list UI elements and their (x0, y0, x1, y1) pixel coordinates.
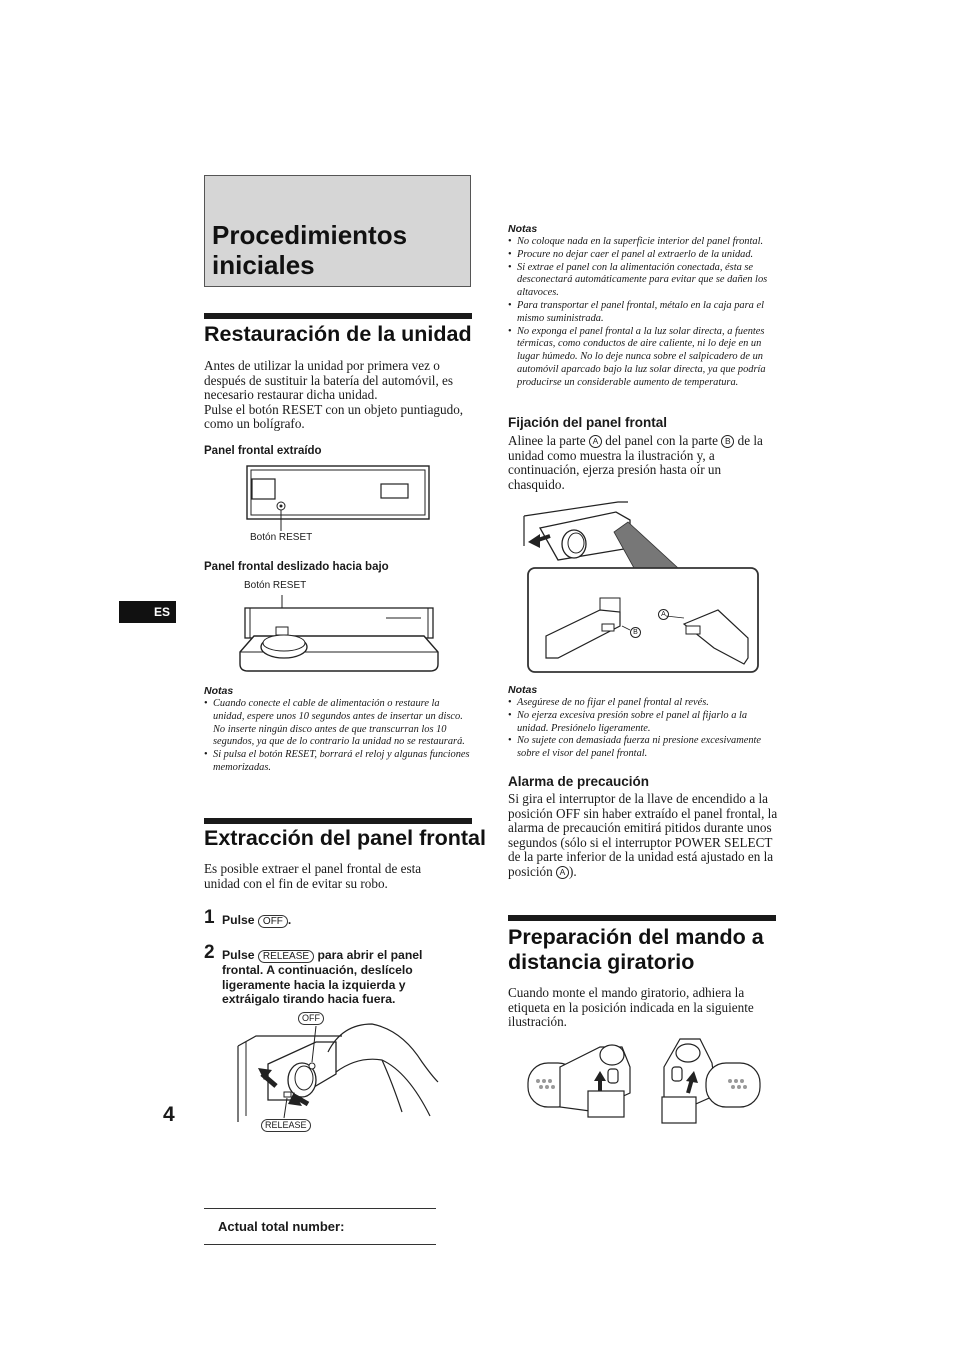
step-2-post: para abrir el panel frontal. A continuación, deslícelo ligeramente hacia la izquierda y extráigalo tirando hacia fuera. (222, 948, 423, 1006)
release-button-label: RELEASE (258, 950, 314, 963)
restauracion-instruction: Pulse el botón RESET con un objeto puntiagudo, como un bolígrafo. (204, 401, 464, 432)
note-item: • Cuando conecte el cable de alimentación o restaure la unidad, espere unos 10 segundos antes de insertar un disco. No inserte ningún disco antes de que transcurran los 10 segundos, ya que de lo contrario la unidad no se restaurará. (204, 698, 472, 749)
note-item: • Si extrae el panel con la alimentación conectada, ésta se desconectará automáticamente para evitar que se dañen los altavoces. (508, 262, 776, 300)
figure-label-release: RELEASE (261, 1119, 311, 1132)
alarma-end: ). (569, 863, 577, 879)
note-item: • No sujete con demasiada fuerza ni presione excesivamente sobre el visor del panel frontal. (508, 735, 776, 761)
section-heading-extraccion: Extracción del panel frontal (204, 826, 486, 850)
alarma-text: Si gira el interruptor de la llave de encendido a la posición OFF sin haber extraído el panel frontal, la alarma de precaución emitirá pitidos durante unos segundos (sólo si el interruptor POWER SELECT de la parte inferior de la unidad está ajustado en la posición (508, 791, 778, 879)
notes-list-3 (508, 697, 776, 761)
page-number: 4 (163, 1103, 175, 1126)
notes-list-1 (204, 698, 472, 775)
note-item: • Si pulsa el botón RESET, borrará el reloj y algunas funciones memorizadas. (204, 749, 472, 775)
fijacion-text-2: del panel con la parte (605, 433, 718, 448)
notes-title-1: Notas (204, 685, 234, 697)
note-item: • No ejerza excesiva presión sobre el panel al fijarlo a la unidad. Presiónelo ligeramente. (508, 710, 776, 736)
section-rule (204, 818, 472, 824)
restauracion-body (204, 359, 469, 432)
step-number-2: 2 (204, 942, 215, 963)
language-tab: ES (119, 601, 176, 623)
figure-fijacion (518, 498, 764, 676)
figure-caption-reset-1: Botón RESET (250, 532, 313, 543)
notes-title-2: Notas (508, 223, 538, 235)
alarma-body (508, 792, 780, 880)
figure-extraccion (232, 1012, 444, 1134)
note-item: • No coloque nada en la superficie interior del panel frontal. (508, 236, 776, 249)
section-heading-restauracion: Restauración de la unidad (204, 322, 472, 346)
notes-title-3: Notas (508, 684, 538, 696)
step-1-text (222, 913, 462, 928)
footer-rule-top (204, 1208, 436, 1209)
chapter-title-box (204, 175, 471, 287)
off-button-label: OFF (258, 915, 288, 928)
chapter-title: Procedimientos iniciales (212, 220, 408, 280)
figure-label-off: OFF (298, 1012, 324, 1025)
step-1-pre: Pulse (222, 913, 255, 927)
figure-marker-a: A (658, 609, 669, 620)
fijacion-text-1: Alinee la parte (508, 433, 586, 448)
step-number-1: 1 (204, 907, 215, 928)
step-1-post: . (287, 913, 292, 927)
step-2-text (222, 948, 464, 1007)
note-item: • Para transportar el panel frontal, métalo en la caja para el mismo suministrada. (508, 300, 776, 326)
part-b-marker: B (721, 435, 734, 448)
figure-caption-reset-2: Botón RESET (244, 580, 307, 591)
position-a-marker: A (556, 866, 569, 879)
part-a-marker: A (589, 435, 602, 448)
extraccion-body: Es posible extraer el panel frontal de esta unidad con el fin de evitar su robo. (204, 861, 422, 891)
notes-list-2 (508, 236, 776, 390)
section-rule (204, 313, 472, 319)
section-rule (508, 915, 776, 921)
step-2-pre: Pulse (222, 948, 255, 962)
figure-mando-giratorio (520, 1033, 768, 1127)
figure-title-deslizado: Panel frontal deslizado hacia bajo (204, 561, 389, 573)
restauracion-paragraph: Antes de utilizar la unidad por primera vez o después de sustituir la batería del automóvil, es necesario restaurar dicha unidad. (204, 358, 454, 403)
footer-label: Actual total number: (218, 1219, 345, 1234)
subheading-fijacion: Fijación del panel frontal (508, 415, 668, 430)
figure-marker-b: B (630, 627, 641, 638)
note-item: • Asegúrese de no fijar el panel frontal al revés. (508, 697, 776, 710)
note-item: • Procure no dejar caer el panel al extraerlo de la unidad. (508, 249, 776, 262)
subheading-alarma: Alarma de precaución (508, 774, 650, 789)
figure-title-extraido: Panel frontal extraído (204, 445, 322, 457)
preparacion-body: Cuando monte el mando giratorio, adhiera la etiqueta en la posición indicada en la siguiente ilustración. (508, 985, 754, 1030)
figure-panel-deslizado (236, 592, 442, 676)
fijacion-text-3: de la unidad como muestra la ilustración y, a continuación, ejerza presión hasta oír un chasquido. (508, 433, 763, 492)
footer-rule-bottom (204, 1244, 436, 1245)
fijacion-body (508, 434, 780, 492)
section-heading-preparacion: Preparación del mando a distancia giratorio (508, 925, 764, 974)
note-item: • No exponga el panel frontal a la luz solar directa, a fuentes térmicas, como conductos de aire caliente, ni lo deje en un lugar húmedo. No lo deje nunca sobre el salpicadero de un automóvil aparcado bajo la luz solar directa, ya que podría producirse un considerable aumento de temperatura. (508, 326, 776, 390)
